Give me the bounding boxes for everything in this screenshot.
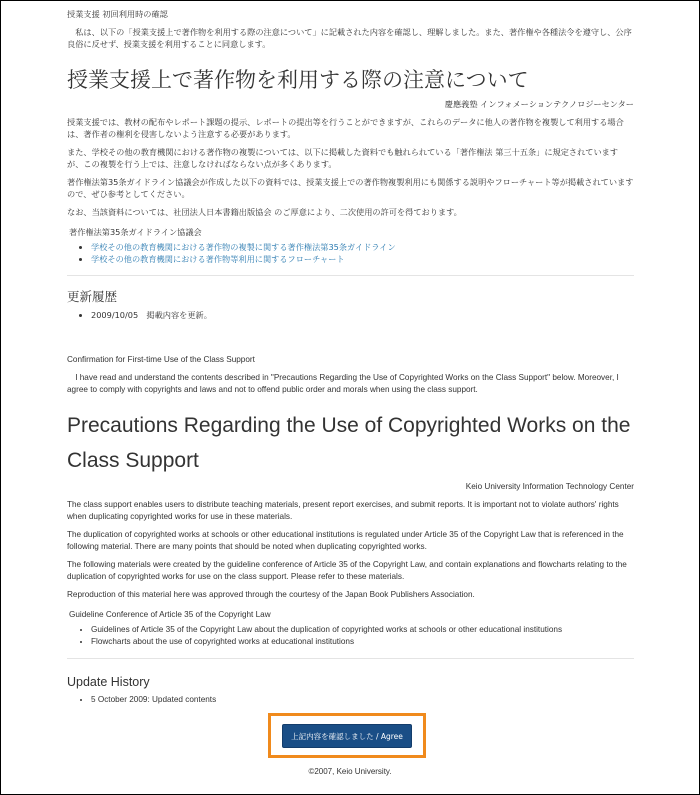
ja-paragraph: 授業支援では、教材の配布やレポート課題の提示、レポートの提出等を行うことができますが、これらのデータに他人の著作物を複製して利用する場合は、著作者の権利を侵害しないよう注意する必要があります。 — [67, 117, 624, 139]
agree-highlight — [268, 713, 426, 758]
guideline-link[interactable]: 学校その他の教育機関における著作物の複製に関する著作権法第35条ガイドライン — [91, 242, 396, 252]
history-item: • 2009/10/05 掲載内容を更新。 — [91, 309, 634, 321]
en-org-name: Keio University Information Technology Center — [465, 482, 634, 491]
copyright: ©2007, Keio University. — [308, 767, 392, 776]
ja-paragraph: また、学校その他の教育機関における著作物の複製については、以下に掲載した資料でも触れられている「著作権法 第三十五条」に規定されていますが、この複製を行う上では、注意しなければならない点が多くあります。 — [67, 147, 619, 169]
flowchart-link[interactable]: 学校その他の教育機関における著作物等利用に関するフローチャート — [91, 254, 345, 264]
ja-history-heading: 更新履歴 — [67, 289, 118, 304]
ja-page-heading: 授業支援上で著作物を利用する際の注意について — [67, 68, 529, 92]
agree-button[interactable]: 上記内容を確認しました / Agree — [282, 724, 412, 748]
ja-paragraph: なお、当該資料については、社団法人日本書籍出版協会 のご厚意により、二次使用の許可を得ております。 — [67, 207, 462, 217]
ja-org-name: 慶應義塾 インフォメーションテクノロジーセンター — [444, 99, 634, 109]
en-paragraph: The following materials were created by the guideline conference of Article 35 of the Copyright Law, and contain explanations and flowcharts relating to the duplication of copyrighted works for use on the class support. Please refer to these materials. — [67, 560, 627, 581]
ja-intro: 私は、以下の「授業支援上で著作物を利用する際の注意について」に記載された内容を確認し、理解しました。また、著作権や各種法令を遵守し、公序良俗に反せず、授業支援を利用することに同意します。 — [67, 27, 632, 49]
list-item: • Guidelines of Article 35 of the Copyright Law about the duplication of copyrighted works at schools or other educational institutions — [91, 624, 634, 636]
history-item: • 5 October 2009: Updated contents — [91, 694, 634, 706]
en-item-list — [67, 624, 634, 648]
en-confirm-title: Confirmation for First-time Use of the Class Support — [67, 355, 255, 364]
divider — [67, 275, 634, 276]
ja-confirm-title: 授業支援 初回利用時の確認 — [67, 9, 168, 19]
list-item: • Flowcharts about the use of copyrighted works at educational institutions — [91, 636, 634, 648]
divider — [67, 658, 634, 659]
english-section — [67, 354, 634, 706]
en-paragraph: Reproduction of this material here was approved through the courtesy of the Japan Book Publishers Association. — [67, 590, 475, 599]
ja-history-list — [67, 309, 634, 321]
ja-guideline-label: 著作権法第35条ガイドライン協議会 — [69, 227, 202, 237]
ja-paragraph: 著作権法第35条ガイドライン協議会が作成した以下の資料では、授業支援上での著作物複製利用にも関係する説明やフローチャート等が掲載されていますので、ぜひ参考としてください。 — [67, 177, 634, 199]
en-intro: I have read and understand the contents described in "Precautions Regarding the Use of Copyrighted Works on the Class Support" below. Moreover, I agree to comply with copyrights and laws and not to offend public order and morals when using the class support. — [67, 373, 619, 394]
en-page-heading: Precautions Regarding the Use of Copyrighted Works on the Class Support — [67, 414, 631, 472]
en-guideline-label: Guideline Conference of Article 35 of the Copyright Law — [69, 610, 271, 619]
en-history-list — [67, 694, 634, 706]
en-history-heading: Update History — [67, 675, 150, 689]
en-paragraph: The class support enables users to distribute teaching materials, present report exercises, and submit reports. It is important not to violate authors' rights when duplicating copyrighted works for use in these materials. — [67, 500, 619, 521]
ja-link-list — [67, 241, 634, 265]
main-content — [67, 0, 634, 706]
en-paragraph: The duplication of copyrighted works at schools or other educational institutions is regulated under Article 35 of the Copyright Law that is referenced in the following material. There are many points that should be noted when duplicating copyrighted works. — [67, 530, 624, 551]
list-item — [91, 253, 634, 265]
list-item — [91, 241, 634, 253]
